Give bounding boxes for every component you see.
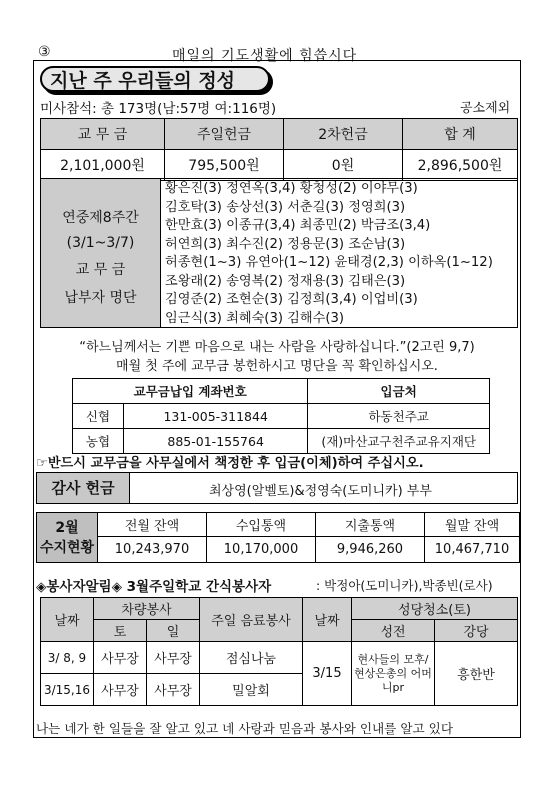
finance-value: 10,243,970 [98, 537, 207, 563]
vol-sun: 사무장 [147, 674, 200, 706]
offering-header: 2차헌금 [284, 119, 403, 150]
attendance-remark: 공소제외 [460, 101, 511, 116]
vol-date: 3/15,16 [41, 674, 94, 706]
vol-clean-header: 성당청소(토) [352, 598, 518, 620]
vol-clean-hall: 흥한반 [435, 642, 518, 706]
finance-header: 수입통액 [207, 513, 316, 537]
offering-value: 2,896,500원 [403, 150, 518, 181]
footer-verse: 나는 네가 한 일들을 잘 알고 있고 네 사랑과 믿음과 봉사와 인내를 알고 있다 [36, 721, 454, 736]
offering-value: 0원 [284, 150, 403, 181]
volunteer-names: : 박정아(도미니카),박종빈(로사) [316, 578, 493, 593]
account-payee: 하동천주교 [308, 404, 490, 429]
thanks-box [36, 472, 518, 504]
donor-names [165, 180, 493, 328]
donor-line: 한만효(3) 이종규(3,4) 최종민(2) 박금조(3,4) [165, 218, 431, 233]
vol-hall-header: 강당 [435, 620, 518, 642]
vol-sat: 사무장 [94, 674, 147, 706]
vol-drink: 점심나눔 [200, 642, 303, 674]
donor-label: 연중제8주간 [62, 210, 139, 226]
offering-title: 지난 주 우리들의 정성 [40, 66, 270, 92]
donor-line: 김호탁(3) 송상선(3) 서춘길(3) 정영희(3) [165, 199, 406, 215]
finance-value: 10,467,710 [425, 537, 520, 563]
donor-list [40, 178, 518, 328]
donor-label: 교 무 금 [75, 262, 126, 278]
vol-date2-header: 날짜 [303, 598, 352, 642]
payment-instruction: 매월 첫 주에 교무금 봉헌하시고 명단을 꼭 확인하십시오. [116, 359, 438, 374]
account-number: 885-01-155764 [124, 429, 308, 454]
offering-header: 합 계 [403, 119, 518, 150]
thanks-label: 감사 헌금 [37, 473, 130, 503]
donor-line: 황은진(3) 정연옥(3,4) 황청성(2) 이야무(3) [165, 181, 418, 196]
vol-sanctuary-header: 성전 [352, 620, 435, 642]
account-bank: 농협 [73, 429, 124, 454]
offering-value: 795,500원 [165, 150, 284, 181]
thanks-text: 최상영(알벨토)&정영숙(도미니카) 부부 [209, 484, 432, 499]
vol-clean-date: 3/15 [303, 642, 352, 706]
account-header: 교무금납입 계좌번호 [73, 379, 308, 404]
vol-clean-sanctuary: 현사들의 모후/ 현상은총의 어머니pr [352, 642, 435, 706]
donor-line: 김영준(2) 조현순(3) 김정희(3,4) 이업비(3) [165, 292, 418, 307]
page-motto: 매일의 기도생활에 힘씁시다 [172, 48, 358, 64]
volunteer-table [40, 597, 518, 706]
volunteer-title: ◈봉사자알림◈ 3월주일학교 간식봉사자 [36, 579, 272, 595]
vol-sun-header: 일 [147, 620, 200, 642]
finance-label: 수지현황 [39, 539, 95, 556]
vol-drink-header: 주일 음료봉사 [200, 598, 303, 642]
offering-value: 2,101,000원 [41, 150, 165, 181]
vol-sat: 사무장 [94, 642, 147, 674]
donor-line: 임근식(3) 최혜숙(3) 김해수(3) [165, 310, 345, 326]
vol-sat-header: 토 [94, 620, 147, 642]
donor-line: 허연희(3) 최수진(2) 정용문(3) 조순남(3) [165, 236, 406, 252]
donor-label-box [41, 179, 161, 327]
vol-drink: 밀알회 [200, 674, 303, 706]
account-table [72, 378, 490, 454]
account-bank: 신협 [73, 404, 124, 429]
finance-header: 전월 잔액 [98, 513, 207, 537]
finance-value: 10,170,000 [207, 537, 316, 563]
finance-header: 월말 잔액 [425, 513, 520, 537]
offering-header: 주일헌금 [165, 119, 284, 150]
vol-sun: 사무장 [147, 642, 200, 674]
account-number: 131-005-311844 [124, 404, 308, 429]
attendance-text: 미사참석: 총 173명(남:57명 여:116명) [40, 101, 277, 117]
finance-label-cell [37, 513, 98, 563]
account-header: 입금처 [308, 379, 490, 404]
finance-month: 2월 [55, 519, 79, 536]
donor-label: (3/1~3/7) [66, 235, 135, 251]
offering-header: 교 무 금 [41, 119, 165, 150]
account-payee: (재)마산교구천주교유지재단 [308, 429, 490, 454]
vol-date: 3/ 8, 9 [41, 642, 94, 674]
finance-header: 지출통액 [316, 513, 425, 537]
offering-table [40, 118, 518, 181]
payment-warning: ☞반드시 교무금을 사무실에서 책정한 후 입금(이체)하여 주십시오. [36, 456, 424, 471]
vol-vehicle-header: 차량봉사 [94, 598, 200, 620]
vol-date-header: 날짜 [41, 598, 94, 642]
scripture-quote: “하느님께서는 기쁜 마음으로 내는 사람을 사랑하십니다.”(2고린 9,7) [79, 340, 475, 355]
finance-value: 9,946,260 [316, 537, 425, 563]
finance-table [36, 512, 520, 563]
donor-line: 조왕래(2) 송영복(2) 정재용(3) 김태은(3) [165, 273, 406, 289]
donor-line: 허종현(1~3) 유연아(1~12) 윤태경(2,3) 이하옥(1~12) [165, 255, 493, 270]
page-number: ③ [38, 44, 51, 60]
donor-label: 납부자 명단 [64, 290, 137, 306]
